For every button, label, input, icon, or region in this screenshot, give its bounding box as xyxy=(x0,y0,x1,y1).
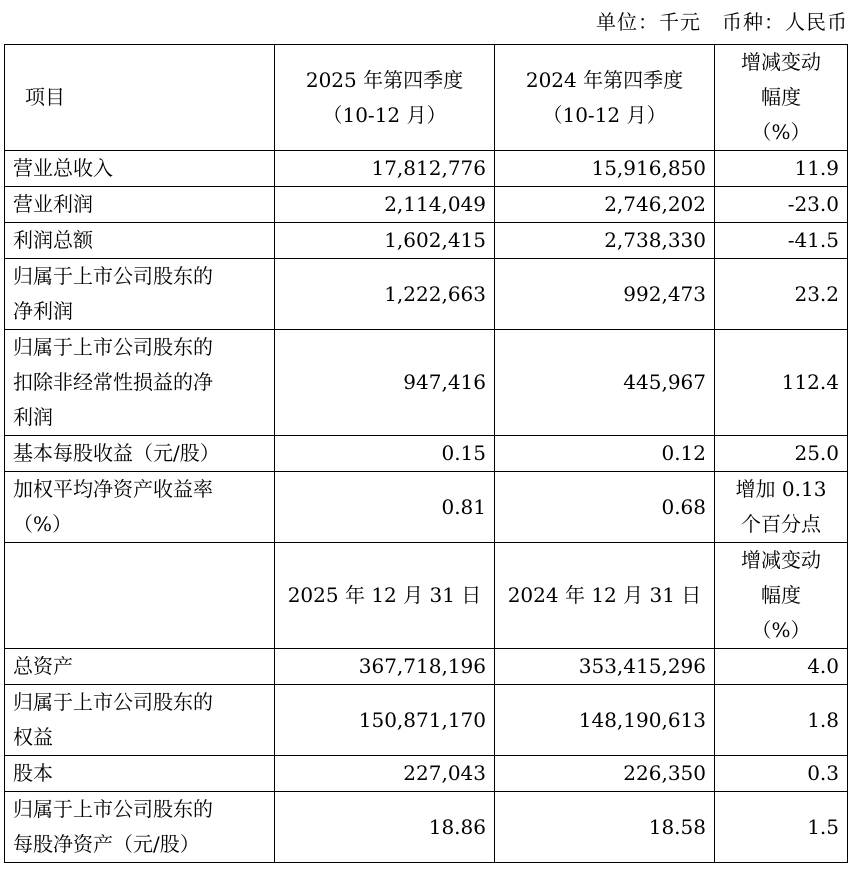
value-current: 1,602,415 xyxy=(275,223,495,259)
cell-line: 幅度 xyxy=(761,583,801,607)
value-change xyxy=(715,756,848,792)
value-change xyxy=(715,472,848,543)
table-row xyxy=(5,685,848,756)
value-prior: 992,473 xyxy=(495,259,715,330)
table-row xyxy=(5,259,848,330)
value-current: 0.15 xyxy=(275,436,495,472)
row-item-label xyxy=(5,330,275,436)
header-col-a: 2025 年 12 月 31 日 xyxy=(275,543,495,649)
cell-line: 净利润 xyxy=(13,299,73,323)
cell-line: （10-12 月） xyxy=(322,102,447,127)
cell-line: 基本每股收益（元/股） xyxy=(13,441,220,465)
row-item-label xyxy=(5,223,275,259)
table-row xyxy=(5,792,848,863)
value-prior: 353,415,296 xyxy=(495,649,715,685)
table-row xyxy=(5,151,848,187)
cell-line: 11.9 xyxy=(794,156,839,180)
value-prior: 226,350 xyxy=(495,756,715,792)
cell-line: 2024 年第四季度 xyxy=(525,67,684,92)
table-header-row xyxy=(5,543,848,649)
table-row xyxy=(5,756,848,792)
financial-summary-table xyxy=(4,44,848,863)
value-prior: 18.58 xyxy=(495,792,715,863)
table-row xyxy=(5,223,848,259)
cell-line: 归属于上市公司股东的 xyxy=(13,797,213,821)
cell-line: 增减变动 xyxy=(741,50,821,74)
table-row xyxy=(5,436,848,472)
value-prior: 0.12 xyxy=(495,436,715,472)
header-item-label: 项目 xyxy=(5,45,275,151)
cell-line: 个百分点 xyxy=(741,512,821,536)
header-change-pct xyxy=(715,45,848,151)
cell-line: 总资产 xyxy=(13,654,73,678)
value-current: 227,043 xyxy=(275,756,495,792)
cell-line: 利润 xyxy=(13,405,53,429)
value-current: 2,114,049 xyxy=(275,187,495,223)
cell-line: 112.4 xyxy=(781,370,839,394)
header-col-a xyxy=(275,45,495,151)
value-change xyxy=(715,151,848,187)
cell-line: 增加 0.13 xyxy=(735,477,827,501)
value-current: 150,871,170 xyxy=(275,685,495,756)
cell-line: 幅度 xyxy=(761,85,801,109)
row-item-label xyxy=(5,259,275,330)
cell-line: 营业总收入 xyxy=(13,156,113,180)
value-current: 367,718,196 xyxy=(275,649,495,685)
cell-line: -23.0 xyxy=(787,192,839,216)
value-change xyxy=(715,649,848,685)
header-col-b xyxy=(495,45,715,151)
value-prior: 148,190,613 xyxy=(495,685,715,756)
table-header-row xyxy=(5,45,848,151)
row-item-label xyxy=(5,756,275,792)
cell-line: 权益 xyxy=(13,725,53,749)
row-item-label xyxy=(5,187,275,223)
cell-line: 23.2 xyxy=(794,281,839,306)
value-change xyxy=(715,685,848,756)
value-prior: 0.68 xyxy=(495,472,715,543)
cell-line: 0.3 xyxy=(807,761,839,785)
row-item-label xyxy=(5,792,275,863)
cell-line: 每股净资产（元/股） xyxy=(13,832,200,856)
value-change xyxy=(715,259,848,330)
cell-line: 归属于上市公司股东的 xyxy=(13,264,213,288)
cell-line: 增减变动 xyxy=(741,548,821,572)
table-row xyxy=(5,472,848,543)
cell-line: （%） xyxy=(751,120,811,144)
cell-line: 1.5 xyxy=(807,814,839,839)
row-item-label xyxy=(5,472,275,543)
value-current: 17,812,776 xyxy=(275,151,495,187)
table-row xyxy=(5,187,848,223)
value-change xyxy=(715,187,848,223)
cell-line: -41.5 xyxy=(787,228,839,252)
cell-line: 股本 xyxy=(13,761,53,785)
value-prior: 445,967 xyxy=(495,330,715,436)
cell-line: 扣除非经常性损益的净 xyxy=(13,370,213,394)
header-col-b: 2024 年 12 月 31 日 xyxy=(495,543,715,649)
value-change xyxy=(715,223,848,259)
cell-line: （10-12 月） xyxy=(542,102,667,127)
value-change xyxy=(715,792,848,863)
cell-line: 加权平均净资产收益率 xyxy=(13,477,213,501)
value-prior: 2,738,330 xyxy=(495,223,715,259)
cell-line: 归属于上市公司股东的 xyxy=(13,690,213,714)
cell-line: 1.8 xyxy=(807,707,839,732)
row-item-label xyxy=(5,151,275,187)
row-item-label xyxy=(5,685,275,756)
unit-currency-label: 单位：千元 币种：人民币 xyxy=(596,10,848,34)
value-change xyxy=(715,330,848,436)
cell-line: 2025 年第四季度 xyxy=(305,67,464,92)
value-current: 0.81 xyxy=(275,472,495,543)
cell-line: （%） xyxy=(13,512,73,536)
cell-line: 25.0 xyxy=(794,441,839,465)
value-current: 18.86 xyxy=(275,792,495,863)
value-current: 1,222,663 xyxy=(275,259,495,330)
value-prior: 15,916,850 xyxy=(495,151,715,187)
cell-line: 营业利润 xyxy=(13,192,93,216)
cell-line: 利润总额 xyxy=(13,228,93,252)
value-change xyxy=(715,436,848,472)
table-row xyxy=(5,330,848,436)
cell-line: （%） xyxy=(751,618,811,642)
header-change-pct xyxy=(715,543,848,649)
header-item-label xyxy=(5,543,275,649)
value-current: 947,416 xyxy=(275,330,495,436)
value-prior: 2,746,202 xyxy=(495,187,715,223)
row-item-label xyxy=(5,436,275,472)
row-item-label xyxy=(5,649,275,685)
table-row xyxy=(5,649,848,685)
cell-line: 归属于上市公司股东的 xyxy=(13,335,213,359)
cell-line: 4.0 xyxy=(807,654,839,678)
